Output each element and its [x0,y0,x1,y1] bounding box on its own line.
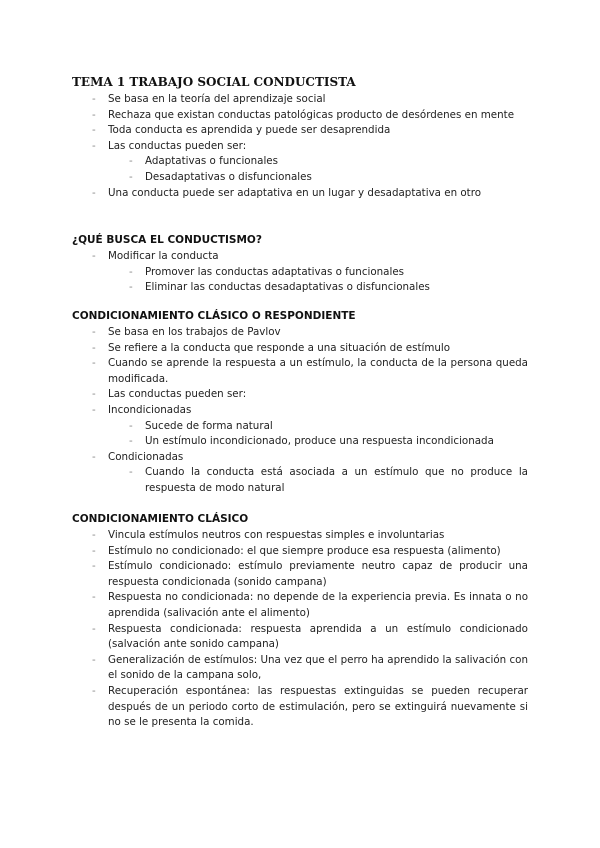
list-item: - Respuesta condicionada: respuesta aprendida a un estímulo condicionado (salvación ante sonido campana) [72,622,528,653]
section-que-busca [72,232,528,296]
list-item: - Se basa en los trabajos de Pavlov [72,325,528,341]
list-item: - Se refiere a la conducta que responde a una situación de estímulo [72,341,528,357]
list-item: - Estímulo condicionado: estímulo previamente neutro capaz de producir una respuesta condicionada (sonido campana) [72,559,528,590]
list-item: - Se basa en la teoría del aprendizaje social [72,92,528,108]
list-item: - Rechaza que existan conductas patológicas producto de desórdenes en mente [72,108,528,124]
list-item: - Recuperación espontánea: las respuestas extinguidas se pueden recuperar después de un periodo corto de estimulación, pero se extinguirá nuevamente si no se le presenta la comida. [72,684,528,731]
section-title: CONDICIONAMIENTO CLÁSICO O RESPONDIENTE [72,310,356,322]
list-item: - Toda conducta es aprendida y puede ser desaprendida [72,123,528,139]
sub-list-item: - Eliminar las conductas desadaptativas o disfuncionales [72,280,528,296]
bullet-list [72,528,528,731]
section-condicionamiento-respondiente [72,308,528,497]
sub-list-item: - Adaptativas o funcionales [72,154,528,170]
section-title: CONDICIONAMIENTO CLÁSICO [72,513,249,525]
list-item: - Modificar la conducta [72,249,528,265]
bullet-list [72,92,528,201]
list-item: - Las conductas pueden ser: [72,139,528,155]
list-item: - Incondicionadas [72,403,528,419]
section-title: ¿QUÉ BUSCA EL CONDUCTISMO? [72,234,262,246]
list-item: - Las conductas pueden ser: [72,387,528,403]
section-condicionamiento-clasico [72,511,528,731]
section-title: TEMA 1 TRABAJO SOCIAL CONDUCTISTA [72,75,356,89]
sub-list-item: - Cuando la conducta está asociada a un estímulo que no produce la respuesta de modo natural [72,465,528,496]
sub-list-item: - Sucede de forma natural [72,419,528,435]
sub-list-item: - Desadaptativas o disfuncionales [72,170,528,186]
list-item: - Vincula estímulos neutros con respuestas simples e involuntarias [72,528,528,544]
list-item: - Condicionadas [72,450,528,466]
list-item: - Generalización de estímulos: Una vez que el perro ha aprendido la salivación con el sonido de la campana solo, [72,653,528,684]
sub-list-item: - Un estímulo incondicionado, produce una respuesta incondicionada [72,434,528,450]
sub-list-item: - Promover las conductas adaptativas o funcionales [72,265,528,281]
list-item: - Una conducta puede ser adaptativa en un lugar y desadaptativa en otro [72,186,528,202]
bullet-list [72,249,528,296]
list-item: - Respuesta no condicionada: no depende de la experiencia previa. Es innata o no aprendida (salivación ante el alimento) [72,590,528,621]
list-item: - Estímulo no condicionado: el que siempre produce esa respuesta (alimento) [72,544,528,560]
section-trabajo-social [72,74,528,201]
list-item: - Cuando se aprende la respuesta a un estímulo, la conducta de la persona queda modificada. [72,356,528,387]
bullet-list [72,325,528,497]
